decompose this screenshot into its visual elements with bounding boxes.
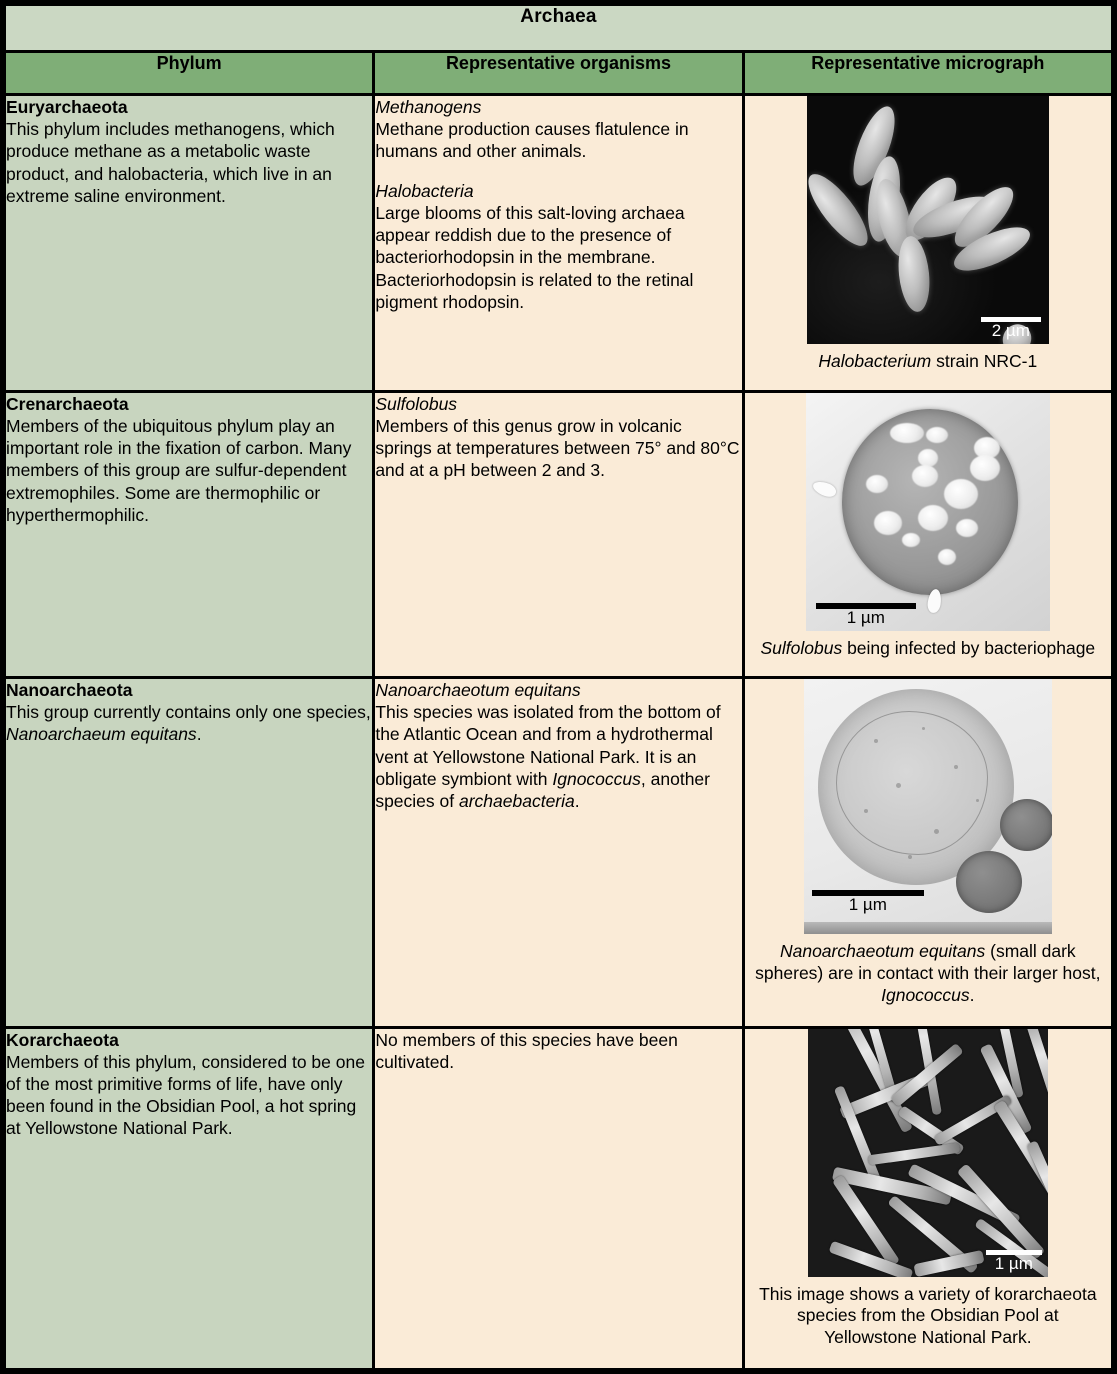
table-row (5, 391, 1113, 677)
caption-text: being infected by bacteriophage (842, 637, 1096, 658)
micrograph-figure (745, 679, 1111, 1011)
column-header-phylum: Phylum (5, 52, 374, 95)
caption-species-name-host: Ignococcus (881, 984, 970, 1005)
scale-bar-label: 1 µm (846, 607, 885, 627)
table-row (5, 95, 1113, 392)
caption-text: strain NRC-1 (931, 351, 1038, 371)
organism-description-species-ignococcus: Ignococcus (552, 768, 641, 789)
organism-name-sulfolobus: Sulfolobus (375, 393, 458, 414)
organism-description-species-archaebacteria: archaebacteria (458, 790, 575, 811)
phylum-cell-nanoarchaeota (5, 677, 374, 1027)
organism-description-part-a: This species was isolated from the bottom of the Atlantic Ocean and from a hydrothermal vent at Yellowstone National Park. It is an obligate symbiont with (375, 702, 721, 789)
caption-text-end: . (969, 984, 975, 1005)
micrograph-figure (745, 96, 1111, 377)
phylum-name: Euryarchaeota (6, 97, 128, 117)
organism-description-methanogens: Methane production causes flatulence in humans and other animals. (375, 119, 689, 162)
micrograph-figure (745, 1029, 1111, 1354)
table-row (5, 677, 1113, 1027)
organisms-cell-euryarchaeota (374, 95, 743, 392)
micrograph-image-nanoarchaeotum (804, 679, 1052, 934)
micrograph-image-halobacterium (807, 96, 1049, 344)
micrograph-cell-korarchaeota (743, 1027, 1112, 1369)
column-header-representative-micrograph: Representative micrograph (743, 52, 1112, 95)
organism-name-halobacteria: Halobacteria (375, 180, 474, 201)
micrograph-caption-sulfolobus (754, 631, 1101, 664)
organisms-cell-nanoarchaeota (374, 677, 743, 1027)
scale-bar-1um (816, 603, 916, 627)
organism-description-korarchaeota: No members of this species have been cultivated. (375, 1029, 678, 1072)
caption-species-name: Halobacterium (818, 351, 932, 371)
phylum-description: Members of this phylum, considered to be one of the most primitive forms of life, have only been found in the Obsidian Pool, a hot spring at Yellowstone National Park. (6, 1051, 365, 1139)
table-title-row (5, 5, 1113, 52)
phylum-cell-korarchaeota (5, 1027, 374, 1369)
column-header-representative-organisms: Representative organisms (374, 52, 743, 95)
scale-bar-2um (981, 317, 1041, 340)
bacteriophage-particle (811, 478, 838, 498)
organisms-cell-crenarchaeota (374, 391, 743, 677)
table-title: Archaea (5, 5, 1113, 52)
organism-description-sulfolobus: Members of this genus grow in volcanic springs at temperatures between 75° and 80°C and at a pH between 2 and 3. (375, 415, 740, 481)
phylum-description-part-b: . (196, 724, 202, 745)
micrograph-image-sulfolobus (806, 393, 1050, 631)
table-header-row (5, 52, 1113, 95)
phylum-description-species: Nanoarchaeum equitans (6, 724, 197, 745)
phylum-name: Crenarchaeota (6, 393, 129, 414)
phylum-description: Members of the ubiquitous phylum play an important role in the fixation of carbon. Many members of this group are sulfur-dependent extremophiles. Some are thermophilic or hyperthermophilic. (6, 415, 352, 525)
organism-name-nanoarchaeotum-equitans: Nanoarchaeotum equitans (375, 679, 581, 700)
micrograph-cell-nanoarchaeotum (743, 677, 1112, 1027)
scale-bar-1um (812, 890, 924, 914)
table-row (5, 1027, 1113, 1369)
micrograph-caption-nanoarchaeotum (745, 934, 1111, 1011)
micrograph-image-korarchaeota (808, 1029, 1048, 1277)
scale-bar-label: 2 µm (991, 321, 1030, 341)
scale-bar-1um (986, 1250, 1042, 1273)
organism-description-part-b: , another species of (375, 768, 710, 811)
nanoarchaeotum-sphere (1000, 799, 1052, 851)
organisms-cell-korarchaeota (374, 1027, 743, 1369)
micrograph-caption-halobacterium (812, 344, 1043, 377)
phylum-name: Korarchaeota (6, 1029, 119, 1050)
scale-bar-label: 1 µm (848, 895, 887, 915)
specimen-baseline (804, 922, 1052, 934)
phylum-cell-crenarchaeota (5, 391, 374, 677)
caption-species-name-primary: Nanoarchaeotum equitans (779, 940, 986, 961)
caption-species-name: Sulfolobus (760, 637, 843, 658)
paragraph-spacer (375, 163, 741, 180)
micrograph-figure (745, 393, 1111, 664)
caption-text-middle: (small dark spheres) are in contact with their larger host, (755, 940, 1101, 983)
nanoarchaeotum-sphere (956, 851, 1022, 913)
phylum-name: Nanoarchaeota (6, 679, 133, 700)
scale-bar-label: 1 µm (994, 1253, 1033, 1273)
organism-description-halobacteria: Large blooms of this salt-loving archaea appear reddish due to the presence of bacteriorhodopsin in the membrane. Bacteriorhodopsin is related to the retinal pigment rhodopsin. (375, 202, 694, 312)
organism-name-methanogens: Methanogens (375, 97, 482, 117)
phylum-cell-euryarchaeota (5, 95, 374, 392)
organism-description-part-c: . (574, 790, 580, 811)
phylum-description-part-a: This group currently contains only one species, (6, 702, 371, 723)
micrograph-cell-halobacterium (743, 95, 1112, 392)
archaea-table (3, 3, 1114, 1371)
phylum-description: This phylum includes methanogens, which produce methane as a metabolic waste product, and halobacteria, which live in an extreme saline environment. (6, 119, 335, 206)
micrograph-cell-sulfolobus (743, 391, 1112, 677)
micrograph-caption-korarchaeota: This image shows a variety of korarchaeota species from the Obsidian Pool at Yellowstone National Park. (759, 1283, 1097, 1348)
